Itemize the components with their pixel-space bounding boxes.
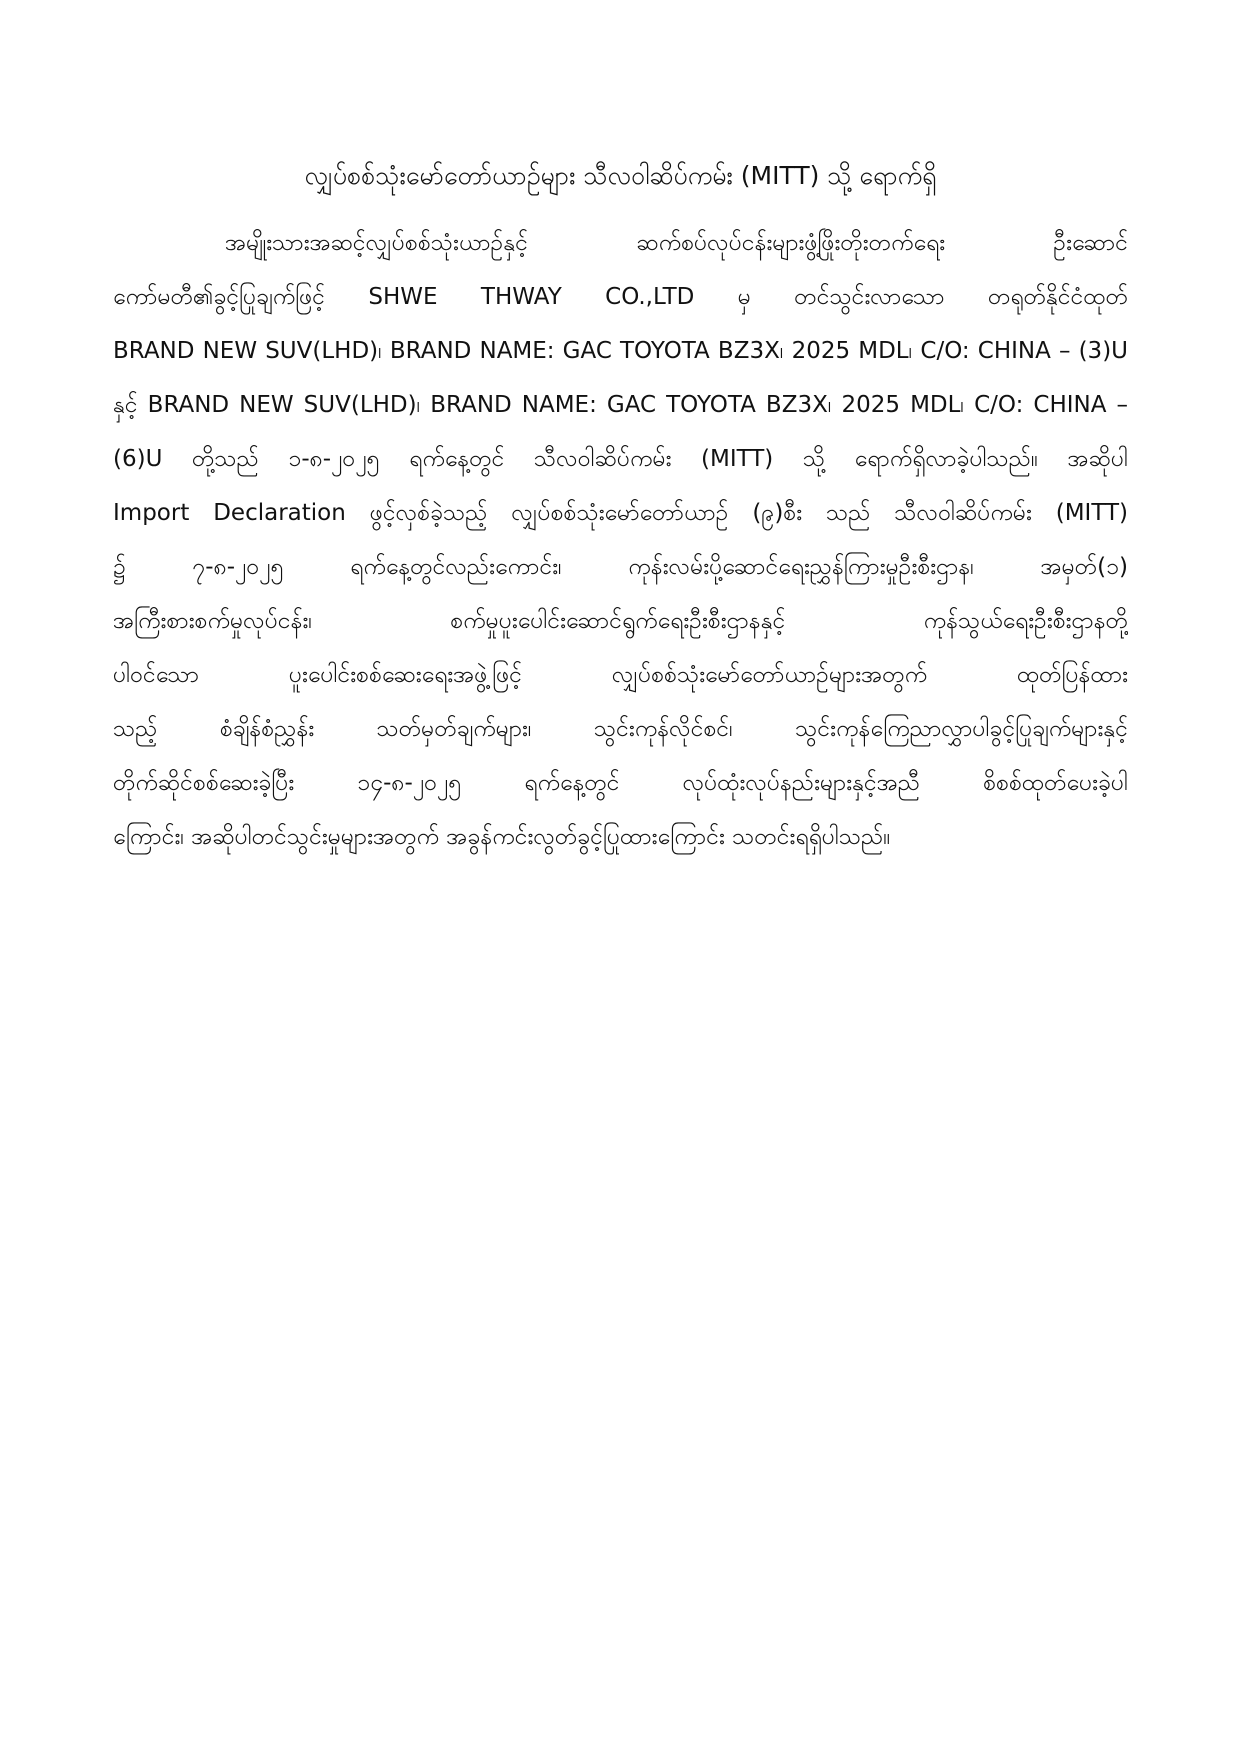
paragraph-line: ကြောင်း၊ အဆိုပါတင်သွင်းမှုများအတွက် အခွန်ကင်းလွတ်ခွင့်ပြုထားကြောင်း သတင်းရရှိပါသည်။ — [113, 824, 891, 850]
paragraph-line: BRAND NEW SUV(LHD)၊ BRAND NAME: GAC TOYOTA BZ3X၊ 2025 MDL၊ C/O: CHINA – (3)U — [113, 338, 1128, 364]
paragraph-line: သည့် စံချိန်စံညွှန်း သတ်မှတ်ချက်များ၊ သွင်းကုန်လိုင်စင်၊ သွင်းကုန်ကြေညာလွှာပါခွင့်ပြုချက်များနှင့် — [113, 716, 1128, 742]
paragraph-line: ပါဝင်သော ပူးပေါင်းစစ်ဆေးရေးအဖွဲ့ဖြင့် လျှပ်စစ်သုံးမော်တော်ယာဉ်များအတွက် ထုတ်ပြန်ထား — [113, 662, 1128, 688]
paragraph-line: တိုက်ဆိုင်စစ်ဆေးခဲ့ပြီး ၁၄-၈-၂၀၂၅ ရက်နေ့တွင် လုပ်ထုံးလုပ်နည်းများနှင့်အညီ စိစစ်ထုတ်ပေးခဲ့ပါ — [113, 770, 1128, 796]
paragraph-line: ကော်မတီ၏ခွင့်ပြုချက်ဖြင့် SHWE THWAY CO.,LTD မှ တင်သွင်းလာသော တရုတ်နိုင်ငံထုတ် — [113, 284, 1128, 310]
paragraph-line: အမျိုးသားအဆင့်လျှပ်စစ်သုံးယာဉ်နှင့် ဆက်စပ်လုပ်ငန်းများဖွံ့ဖြိုးတိုးတက်ရေး ဦးဆောင် — [225, 230, 1128, 256]
document-paragraph — [113, 216, 1128, 864]
paragraph-line: နှင့် BRAND NEW SUV(LHD)၊ BRAND NAME: GAC TOYOTA BZ3X၊ 2025 MDL၊ C/O: CHINA – — [113, 392, 1128, 418]
paragraph-line: (6)U တို့သည် ၁-၈-၂၀၂၅ ရက်နေ့တွင် သီလဝါဆိပ်ကမ်း (MITT) သို့ ရောက်ရှိလာခဲ့ပါသည်။ အဆိုပါ — [113, 446, 1128, 472]
paragraph-line: အကြီးစားစက်မှုလုပ်ငန်း၊ စက်မှုပူးပေါင်းဆောင်ရွက်ရေးဦးစီးဌာနနှင့် ကုန်သွယ်ရေးဦးစီးဌာနတို့ — [113, 608, 1128, 634]
document-title: လျှပ်စစ်သုံးမော်တော်ယာဉ်များ သီလဝါဆိပ်ကမ်း (MITT) သို့ ရောက်ရှိ — [304, 161, 937, 190]
paragraph-line: ၌ ၇-၈-၂၀၂၅ ရက်နေ့တွင်လည်းကောင်း၊ ကုန်းလမ်းပို့ဆောင်ရေးညွှန်ကြားမှုဦးစီးဌာန၊ အမှတ်(၁) — [113, 554, 1128, 580]
paragraph-line: Import Declaration ဖွင့်လှစ်ခဲ့သည့် လျှပ်စစ်သုံးမော်တော်ယာဉ် (၉)စီး သည် သီလဝါဆိပ်ကမ်း (MITT) — [113, 500, 1128, 526]
